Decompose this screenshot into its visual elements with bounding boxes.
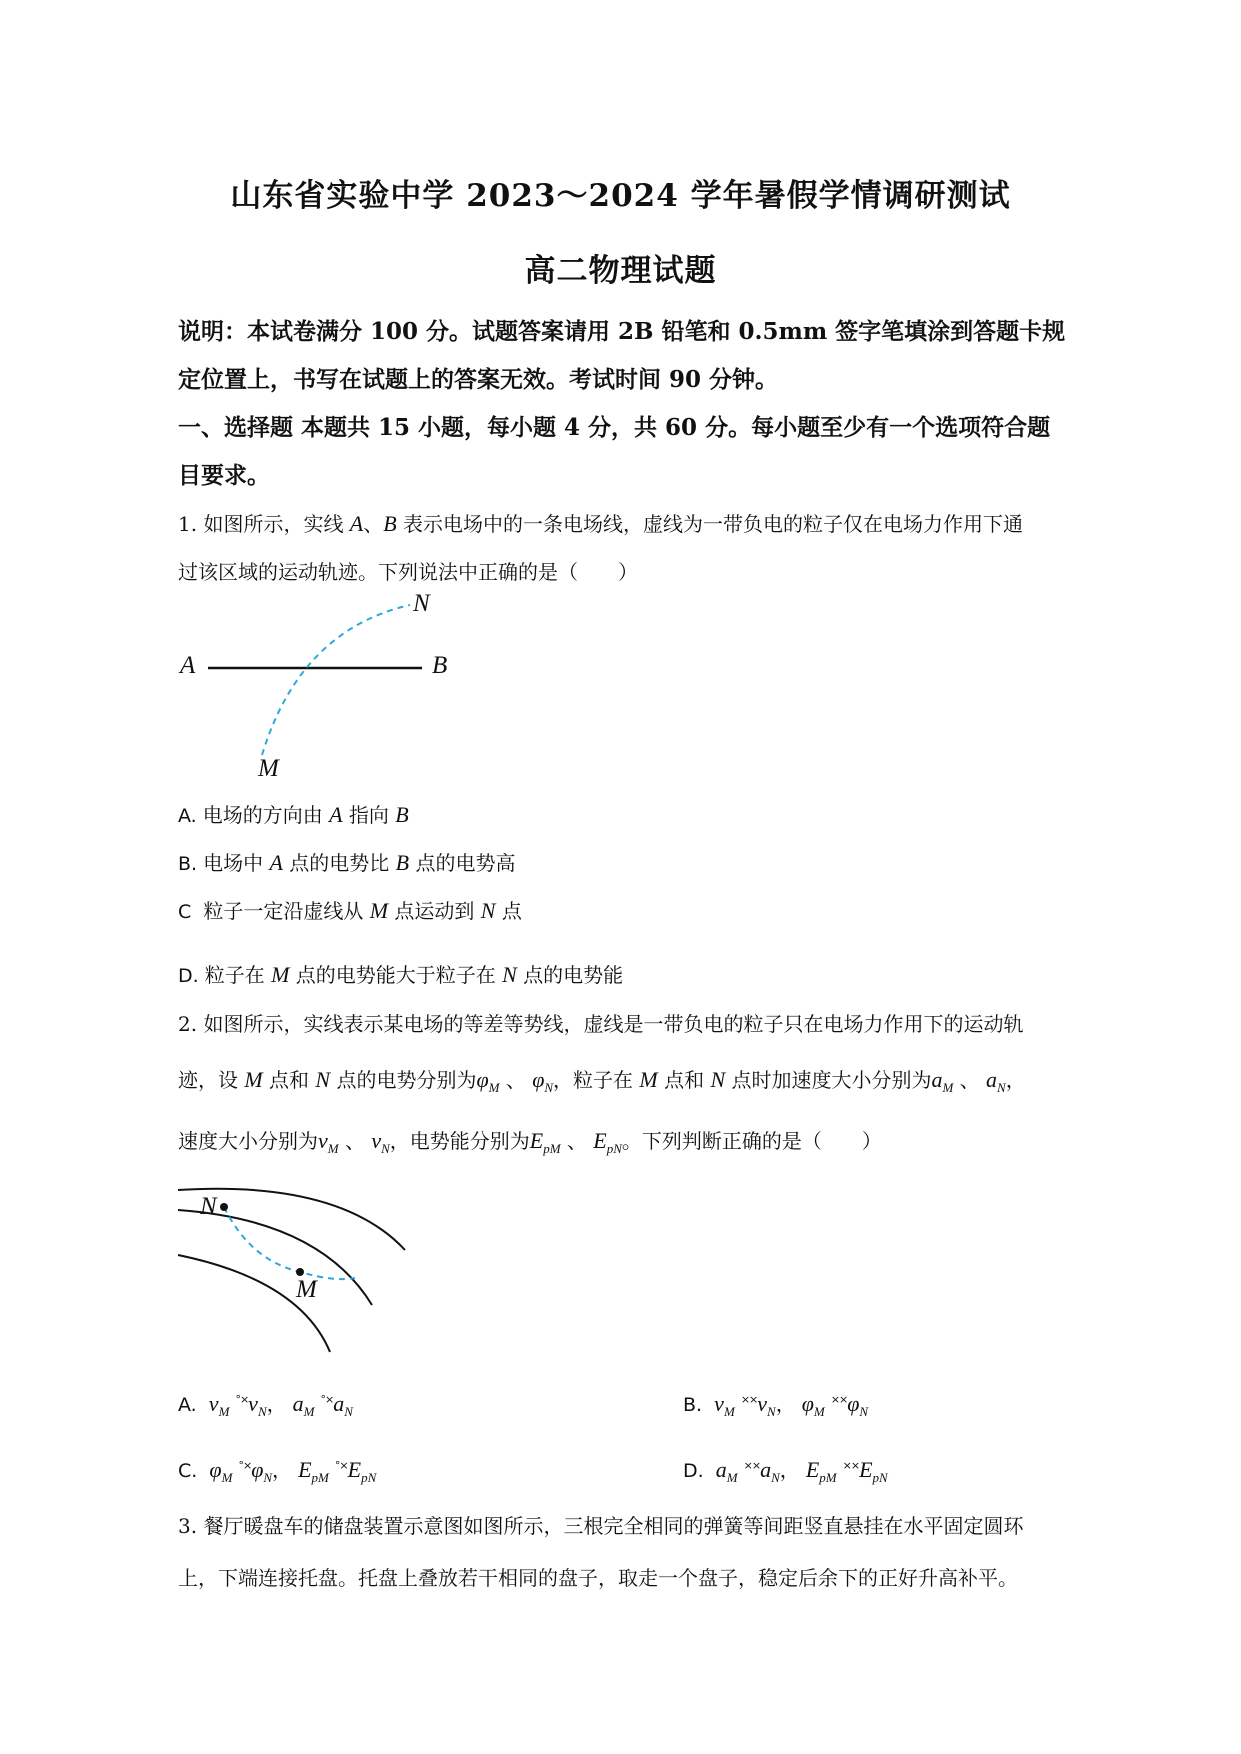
label-n: N [200, 1193, 217, 1220]
q2-option-d[interactable]: D. $a_M$ $^{\times\times}a_N$， $E_{pM}$ $^{\times\times}E_{pN}$ [683, 1457, 888, 1485]
question-1-stem-line-1: 1. 如图所示，实线 A、B 表示电场中的一条电场线，虚线为一带负电的粒子仅在电场力作用下通 [178, 511, 1024, 536]
label-a: A [180, 652, 196, 679]
label-m: M [296, 1276, 317, 1303]
q1-option-a[interactable]: A. 电场的方向由 A 指向 B [178, 802, 409, 827]
section-heading-line-1: 一、选择题 本题共 15 小题，每小题 4 分，共 60 分。每小题至少有一个选项符合题 [178, 414, 1051, 441]
point-m-dot [296, 1268, 304, 1276]
question-2-stem-line-2: 迹，设 M 点和 N 点的电势分别为$\varphi_M$ 、 $\varphi_N$，粒子在 M 点和 N 点时加速度大小分别为$a_M$ 、 $a_N$， [178, 1067, 1026, 1095]
label-b: B [432, 652, 448, 679]
label-m: M [258, 755, 279, 782]
q1-option-d[interactable]: D. 粒子在 M 点的电势能大于粒子在 N 点的电势能 [178, 962, 624, 987]
question-2-stem-line-1: 2. 如图所示，实线表示某电场的等差等势线，虚线是一带负电的粒子只在电场力作用下的运动轨 [178, 1012, 1024, 1036]
instructions-line-2: 定位置上，书写在试题上的答案无效。考试时间 90 分钟。 [178, 366, 779, 393]
exam-subtitle: 高二物理试题 [524, 253, 717, 289]
instructions-line-1: 说明：本试卷满分 100 分。试题答案请用 2B 铅笔和 0.5mm 签字笔填涂到答题卡规 [178, 318, 1066, 345]
label-n: N [413, 590, 430, 617]
exam-title: 山东省实验中学 2023～2024 学年暑假学情调研测试 [230, 178, 1011, 214]
point-n-dot [220, 1203, 228, 1211]
q2-option-b[interactable]: B. $v_M$ $^{\times\times}v_N$， $\varphi_M$ $^{\times\times}\varphi_N$ [683, 1391, 869, 1419]
question-3-stem-line-1: 3. 餐厅暖盘车的储盘装置示意图如图所示，三根完全相同的弹簧等间距竖直悬挂在水平固定圆环 [178, 1514, 1024, 1538]
question-3-stem-line-2: 上，下端连接托盘。托盘上叠放若干相同的盘子，取走一个盘子，稳定后余下的正好升高补平。 [178, 1566, 1018, 1590]
q1-option-b[interactable]: B. 电场中 A 点的电势比 B 点的电势高 [178, 850, 516, 875]
q2-option-c[interactable]: C. $\varphi_M$ $^{^\circ\times}\varphi_N$， $E_{pM}$ $^{^\circ\times}E_{pN}$ [178, 1457, 377, 1485]
question-2-stem-line-3: 速度大小分别为$v_M$ 、 $v_N$，电势能分别为$E_{pM}$ 、 $E_{pN}$。下列判断正确的是（ ） [178, 1128, 882, 1156]
section-heading-line-2: 目要求。 [178, 462, 270, 489]
q1-option-c[interactable]: C 粒子一定沿虚线从 M 点运动到 N 点 [178, 898, 522, 923]
q2-option-a[interactable]: A. $v_M$ $^{^\circ\times}v_N$， $a_M$ $^{^\circ\times}a_N$ [178, 1391, 353, 1419]
question-1-stem-line-2: 过该区域的运动轨迹。下列说法中正确的是（ ） [178, 560, 638, 584]
particle-trajectory-dashed [224, 1207, 355, 1279]
